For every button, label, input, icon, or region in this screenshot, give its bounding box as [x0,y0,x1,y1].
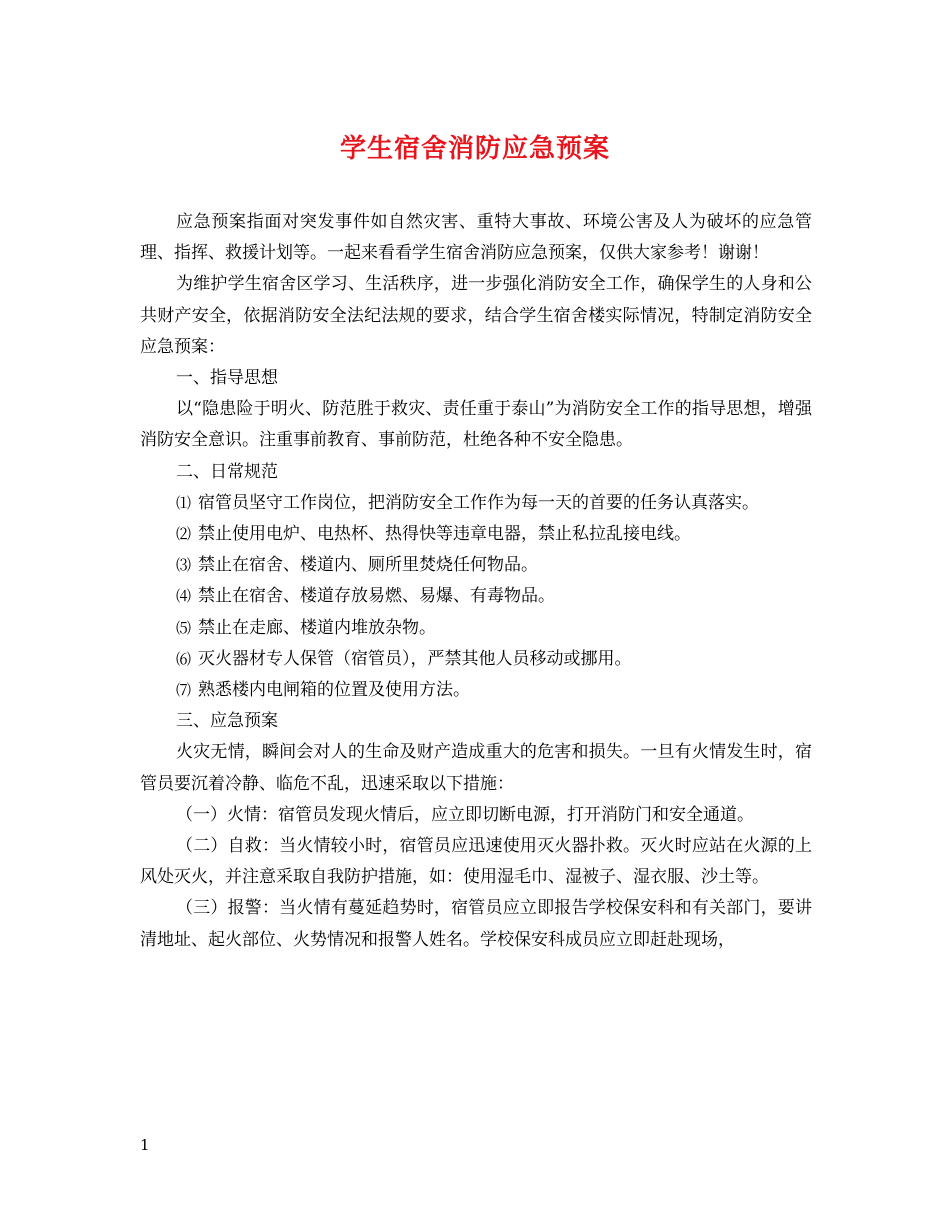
page-number: 1 [140,1136,150,1154]
rule-item-text: 禁止使用电炉、电热杯、热得快等违章电器，禁止私拉乱接电线。 [198,524,691,545]
emergency-intro-paragraph: 火灾无情，瞬间会对人的生命及财产造成重大的危害和损失。一旦有火情发生时，宿管员要沉着冷静、临危不乱，迅速采取以下措施： [140,742,812,794]
rule-item [140,581,812,612]
rule-item [140,675,812,706]
rule-item-text: 熟悉楼内电闸箱的位置及使用方法。 [198,680,470,701]
guiding-ideology-paragraph: 以“隐患险于明火、防范胜于救灾、责任重于泰山”为消防安全工作的指导思想，增强消防安全意识。注重事前教育、事前防范，杜绝各种不安全隐患。 [140,399,812,451]
measure-self-rescue-paragraph: （二）自救：当火情较小时，宿管员应迅速使用灭火器扑救。灭火时应站在火源的上风处灭火，并注意采取自我防护措施，如：使用湿毛巾、湿被子、湿衣服、沙土等。 [140,836,812,888]
rule-item [140,613,812,644]
rule-item [140,644,812,675]
rule-item-number: ⑷ [176,587,192,606]
section-heading-daily-rules: 二、日常规范 [176,461,278,482]
rule-item-text: 禁止在走廊、楼道内堆放杂物。 [198,617,436,638]
measure-alarm-paragraph: （三）报警：当火情有蔓延趋势时，宿管员应立即报告学校保安科和有关部门，要讲清地址、起火部位、火势情况和报警人姓名。学校保安科成员应立即赶赴现场， [140,898,812,950]
intro-paragraph: 应急预案指面对突发事件如自然灾害、重特大事故、环境公害及人为破坏的应急管理、指挥、救援计划等。一起来看看学生宿舍消防应急预案，仅供大家参考！谢谢！ [140,212,812,264]
rule-item-text: 禁止在宿舍、楼道存放易燃、易爆、有毒物品。 [198,586,555,607]
rule-item-number: ⑺ [176,681,192,700]
rule-item [140,519,812,550]
rule-item-text: 灭火器材专人保管（宿管员），严禁其他人员移动或挪用。 [198,648,632,669]
document-title: 学生宿舍消防应急预案 [339,134,610,164]
purpose-paragraph: 为维护学生宿舍区学习、生活秩序，进一步强化消防安全工作，确保学生的人身和公共财产安全，依据消防安全法纪法规的要求，结合学生宿舍楼实际情况，特制定消防安全应急预案： [140,274,812,357]
section-heading-emergency-plan: 三、应急预案 [176,711,278,732]
rule-item [140,488,812,519]
rule-item-number: ⑸ [176,618,192,637]
rule-item-text: 禁止在宿舍、楼道内、厕所里焚烧任何物品。 [198,555,538,576]
section-heading-guiding-ideology: 一、指导思想 [176,368,278,389]
rule-item [140,550,812,581]
rule-item-text: 宿管员坚守工作岗位，把消防安全工作作为每一天的首要的任务认真落实。 [198,492,759,513]
rule-item-number: ⑶ [176,556,192,575]
document-body [140,207,812,956]
rule-item-number: ⑵ [176,525,192,544]
measure-fire-paragraph: （一）火情：宿管员发现火情后，应立即切断电源，打开消防门和安全通道。 [176,804,754,825]
rule-item-number: ⑹ [176,649,192,668]
rule-item-number: ⑴ [176,493,192,512]
